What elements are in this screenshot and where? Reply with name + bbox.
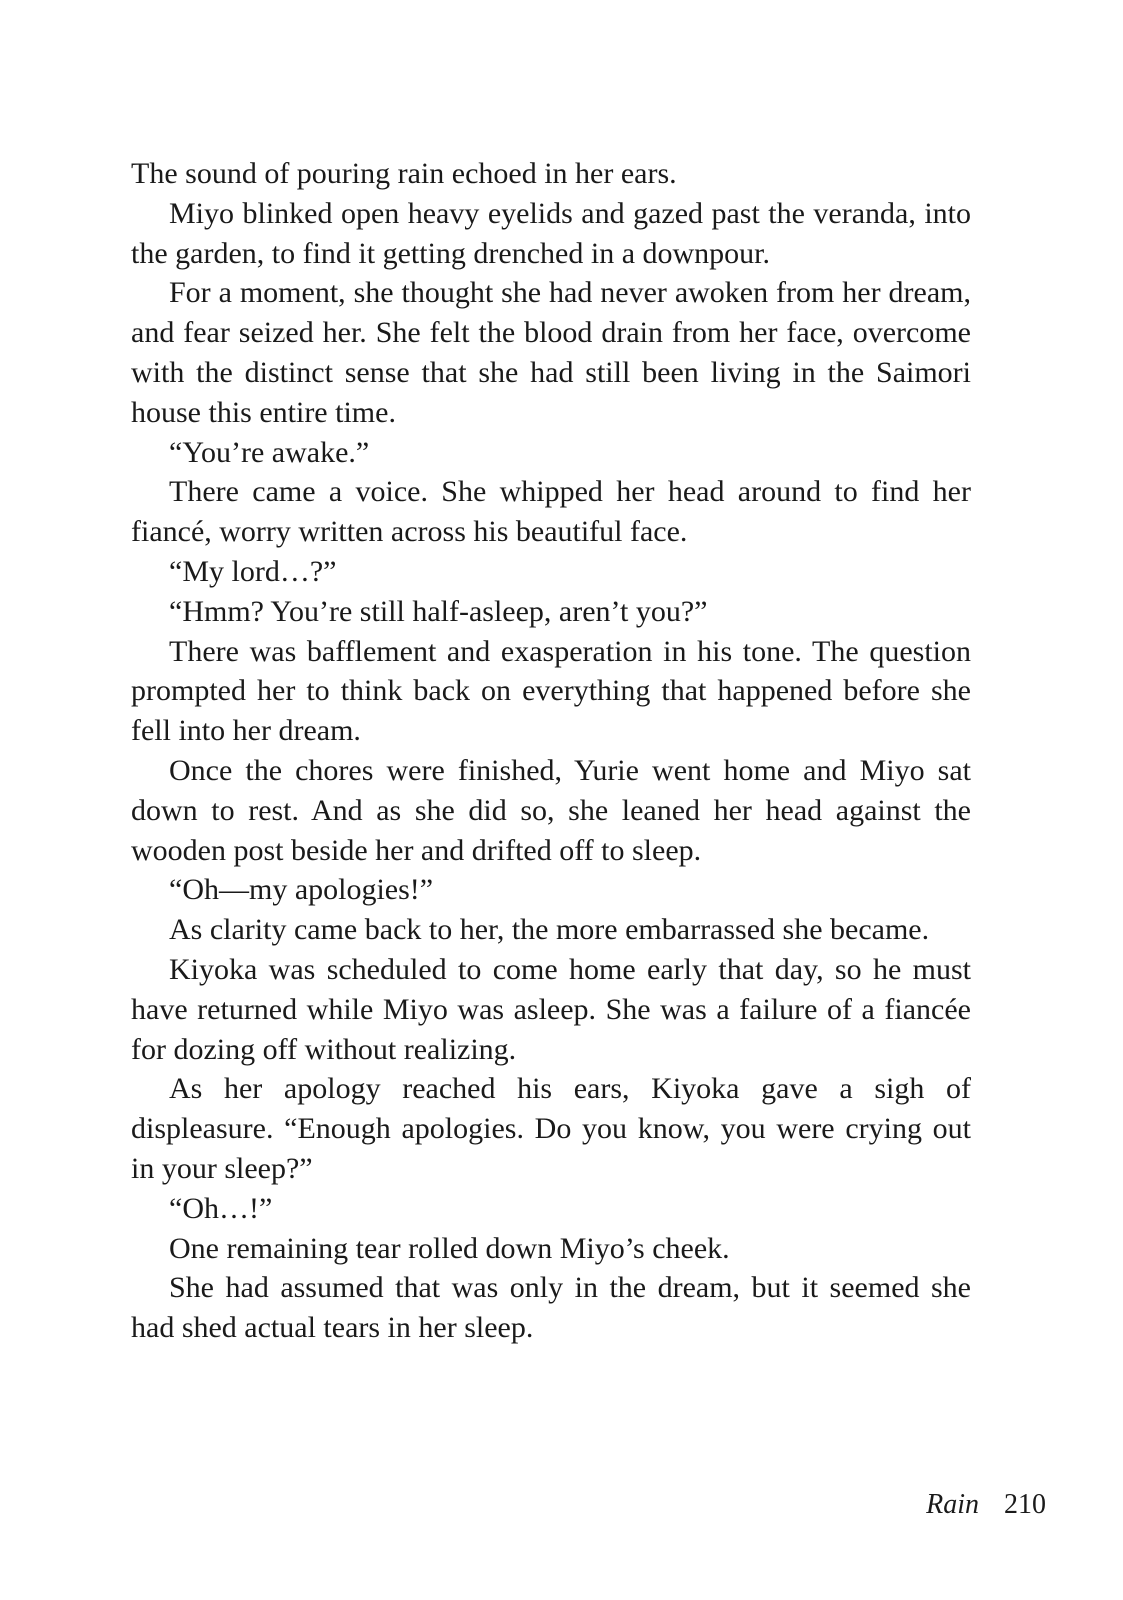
paragraph: As clarity came back to her, the more embarrassed she became. (169, 913, 930, 947)
paragraph: The sound of pouring rain echoed in her ears. (131, 157, 677, 190)
paragraph: For a moment, she thought she had never awoken from her dream, and fear seized her. She felt the blood drain from her face, overcome with the distinct sense that she had still been living in the Saimori house this entire time. (131, 276, 971, 429)
paragraph: Kiyoka was scheduled to come home early that day, so he must have returned while Miyo was asleep. She was a failure of a fiancée for dozing off without realizing. (131, 952, 971, 1066)
paragraph: Miyo blinked open heavy eyelids and gazed past the veranda, into the garden, to find it getting drenched in a downpour. (131, 196, 971, 270)
paragraph: There came a voice. She whipped her head around to find her fiancé, worry written across his beautiful face. (131, 475, 971, 549)
page-number: 210 (1004, 1489, 1046, 1520)
paragraph: As her apology reached his ears, Kiyoka gave a sigh of displeasure. “Enough apologies. Do you know, you were crying out in your sleep?” (131, 1072, 971, 1185)
paragraph: “My lord…?” (169, 554, 337, 588)
paragraph: There was bafflement and exasperation in his tone. The question prompted her to think back on everything that happened before she fell into her dream. (131, 634, 971, 748)
paragraph: Once the chores were finished, Yurie went home and Miyo sat down to rest. And as she did so, she leaned her head against the wooden post beside her and drifted off to sleep. (131, 753, 971, 867)
paragraph: “You’re awake.” (169, 435, 370, 469)
paragraph: “Hmm? You’re still half-asleep, aren’t you?” (169, 594, 708, 628)
paragraph: “Oh—my apologies!” (169, 873, 434, 907)
page-footer (926, 1488, 1046, 1522)
paragraph: She had assumed that was only in the dream, but it seemed she had shed actual tears in her sleep. (131, 1271, 971, 1345)
paragraph: One remaining tear rolled down Miyo’s cheek. (169, 1231, 730, 1265)
body-text (131, 154, 971, 1348)
running-chapter-title: Rain (926, 1489, 979, 1520)
paragraph: “Oh…!” (169, 1191, 273, 1225)
